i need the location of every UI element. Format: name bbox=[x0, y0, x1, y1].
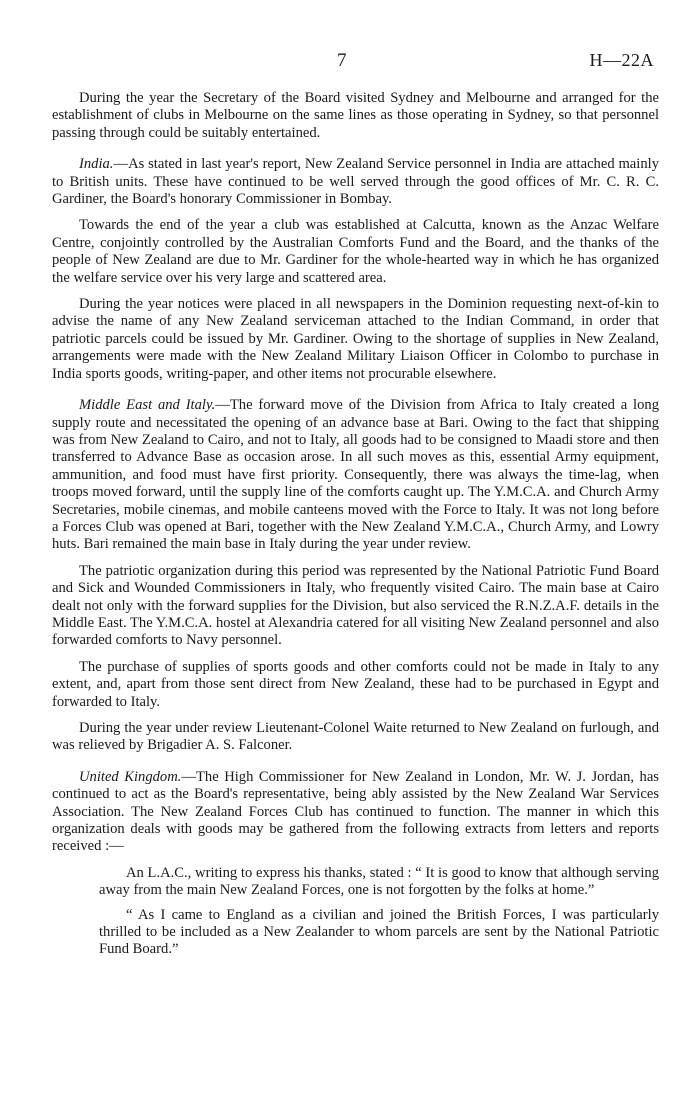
section-heading-india: India. bbox=[79, 156, 114, 173]
page-header bbox=[0, 50, 700, 74]
paragraph-text: During the year the Secretary of the Board visited Sydney and Melbourne and arranged for the establishment of clubs in Melbourne on the same lines as those operating in Sydney, so that personnel passing through could be suitably entertained. bbox=[52, 90, 659, 141]
page-number: 7 bbox=[337, 50, 347, 71]
paragraph-text: —The High Commissioner for New Zealand in London, Mr. W. J. Jordan, has continued to act as the Board's representative, being ably assisted by the New Zealand War Services Association. The New Zealand Forces Club has continued to function. The manner in which this organization deals with goods may be gathered from the following extracts from letters and reports received :— bbox=[52, 768, 659, 855]
paragraph-text: Towards the end of the year a club was established at Calcutta, known as the Anzac Welfare Centre, conjointly controlled by the Australian Comforts Fund and the Board, and the thanks of the people of New Zealand are due to Mr. Gardiner for the whole-hearted way in which he has organized the welfare service over his very large and scattered area. bbox=[52, 217, 659, 286]
paragraph-text: —The forward move of the Division from Africa to Italy created a long supply route and necessitated the opening of an advance base at Bari. Owing to the fact that shipping was from New Zealand to Cairo, and not to Italy, all goods had to be consigned to Maadi store and then transferred to Advance Base as occasion arose. In all such moves as this, essential Army equipment, ammunition, and food must have first priority. Consequently, there was always the time-lag, when troops moved forward, until the supply line of the comforts caught up. The Y.M.C.A. and Church Army Secretaries, mobile cinemas, and mobile canteens moved with the Force to Italy. It was not long before a Forces Club was opened at Bari, together with the New Zealand Y.M.C.A., Church Army, and Lowry huts. Bari remained the main base in Italy during the year under review. bbox=[52, 397, 659, 553]
quote-civilian: “ As I came to England as a civilian and joined the British Forces, I was particularly thrilled to be included as a New Zealander to whom parcels are sent by the National Patriotic Fund Board.” bbox=[99, 906, 659, 958]
section-heading-united-kingdom: United Kingdom. bbox=[79, 768, 182, 785]
section-heading-middle-east-italy: Middle East and Italy. bbox=[79, 397, 216, 414]
paragraph-patriotic-organization bbox=[52, 563, 659, 650]
paragraph-text: —As stated in last year's report, New Zealand Service personnel in India are attached mainly to British units. These have continued to be well served through the good offices of Mr. C. R. C. Gardiner, the Board's honorary Commissioner in Bombay. bbox=[52, 156, 659, 208]
paragraph-united-kingdom bbox=[52, 769, 659, 856]
quote-lac: An L.A.C., writing to express his thanks, stated : “ It is good to know that although serving away from the main New Zealand Forces, one is not forgotten by the folks at home.” bbox=[99, 864, 659, 899]
paragraph-text: The purchase of supplies of sports goods and other comforts could not be made in Italy to any extent, and, apart from those sent direct from New Zealand, these had to be purchased in Egypt and forwarded to Italy. bbox=[52, 658, 659, 710]
paragraph-calcutta-club bbox=[52, 217, 659, 287]
paragraph-purchase-supplies bbox=[52, 659, 659, 711]
paragraph-text: The patriotic organization during this period was represented by the National Patriotic Fund Board and Sick and Wounded Commissioners in Italy, who frequently visited Cairo. The main base at Cairo dealt not only with the forward supplies for the Division, but also serviced the R.N.Z.A.F. details in the Middle East. The Y.M.C.A. hostel at Alexandria catered for all visiting New Zealand personnel and also forwarded comforts to Navy personnel. bbox=[52, 562, 659, 649]
paragraph-text: During the year notices were placed in all newspapers in the Dominion requesting next-of-kin to advise the name of any New Zealand serviceman attached to the Indian Command, in order that patriotic parcels could be issued by Mr. Gardiner. Owing to the shortage of supplies in New Zealand, arrangements were made with the New Zealand Military Liaison Officer in Colombo to purchase in India sports goods, writing-paper, and other items not procurable elsewhere. bbox=[52, 296, 659, 382]
paragraph-india bbox=[52, 156, 659, 208]
paragraph-middle-east-italy bbox=[52, 397, 659, 554]
paragraph-furlough bbox=[52, 720, 659, 755]
paragraph-australia-clubs bbox=[52, 90, 659, 142]
quoted-extracts bbox=[99, 865, 659, 959]
paragraph-text: During the year under review Lieutenant-Colonel Waite returned to New Zealand on furlough, and was relieved by Brigadier A. S. Falconer. bbox=[52, 720, 659, 754]
paragraph-next-of-kin bbox=[52, 296, 659, 383]
body-text bbox=[52, 90, 659, 966]
document-reference: H—22A bbox=[589, 50, 654, 70]
